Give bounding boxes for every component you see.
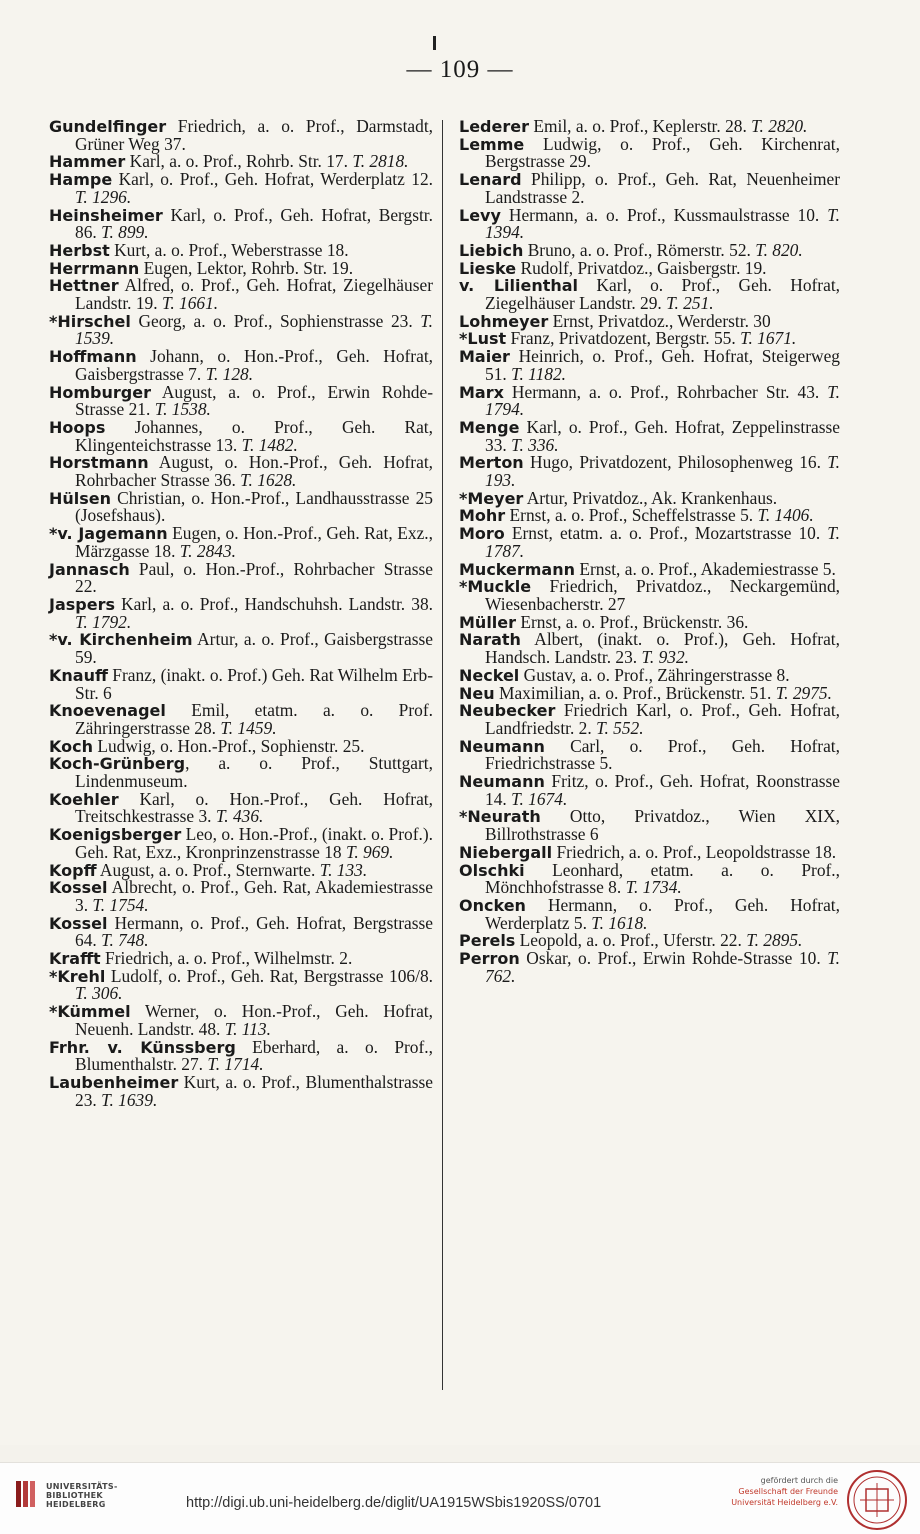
entry-details: Oskar, o. Prof., Erwin Rohde-Strasse 10. — [519, 948, 828, 969]
directory-entry — [459, 578, 840, 613]
entry-telephone: T. 1674. — [511, 788, 568, 809]
entry-telephone: T. 2820. — [751, 116, 808, 136]
entry-details: Kurt, a. o. Prof., Blumenthalstrasse 23. — [75, 1071, 433, 1110]
entry-details: Werner, o. Hon.-Prof., Geh. Hofrat, Neuenh. Landstr. 48. — [75, 1001, 433, 1039]
entry-name: Gundelfinger — [49, 117, 167, 136]
directory-entry — [49, 879, 433, 914]
entry-details: Ernst, a. o. Prof., Akademiestrasse 5. — [575, 558, 836, 579]
library-name: UNIVERSITÄTS- BIBLIOTHEK HEIDELBERG — [46, 1482, 118, 1509]
entry-details: Fritz, o. Prof., Geh. Hofrat, Roonstrasse 14. — [485, 771, 840, 809]
directory-entry — [459, 525, 840, 560]
entry-details: Ernst, etatm. a. o. Prof., Mozartstrasse 10. — [504, 523, 828, 544]
entry-name: Kossel — [49, 878, 108, 898]
entry-details: Bruno, a. o. Prof., Römerstr. 52. — [523, 239, 756, 260]
entry-telephone: T. 1618. — [591, 912, 648, 933]
entry-details: Ernst, Privatdoz., Werderstr. 30 — [548, 310, 771, 331]
directory-entry — [459, 631, 840, 666]
entry-name: Neckel — [459, 665, 520, 685]
entry-name: Kopff — [49, 860, 97, 880]
entry-details: Friedrich, a. o. Prof., Wilhelmstr. 2. — [100, 948, 353, 969]
entry-name: *Muckle — [459, 577, 532, 597]
entry-name: Lenard — [459, 170, 522, 190]
entry-details: Paul, o. Hon.-Prof., Rohrbacher Strasse 22. — [75, 558, 433, 597]
entry-details: Maximilian, a. o. Prof., Brückenstr. 51. — [494, 682, 776, 703]
entry-details: Artur, Privatdoz., Ak. Krankenhaus. — [523, 487, 778, 508]
entry-telephone: T. 251. — [666, 293, 714, 314]
entry-telephone: T. 2818. — [352, 151, 409, 172]
entry-details: Leo, o. Hon.-Prof., (inakt. o. Prof.). Geh. Rat, Exz., Kronprinzenstrasse 18 — [75, 824, 433, 862]
entry-details: Alfred, o. Prof., Geh. Hofrat, Ziegelhäuser Landstr. 19. — [75, 275, 433, 314]
directory-entry — [49, 702, 433, 737]
entry-telephone: T. 306. — [75, 983, 123, 1004]
entry-name: Levy — [459, 205, 501, 225]
directory-entry — [459, 204, 840, 243]
entry-name: Koch — [49, 736, 93, 756]
entry-name: Jannasch — [49, 559, 130, 579]
entry-details: Karl, o. Hon.-Prof., Geh. Hofrat, Treitschkestrasse 3. — [75, 788, 433, 827]
directory-entry — [49, 826, 433, 861]
entry-name: Neubecker — [459, 701, 556, 721]
entry-name: *Neurath — [459, 807, 541, 827]
directory-entry — [49, 965, 433, 1004]
entry-details: August, o. Hon.-Prof., Geh. Hofrat, Rohrbacher Strasse 36. — [75, 452, 433, 491]
entry-details: Rudolf, Privatdoz., Gaisbergstr. 19. — [516, 257, 767, 278]
entry-telephone: T. 1406. — [757, 505, 814, 526]
entry-name: Marx — [459, 382, 504, 402]
entry-name: Narath — [459, 630, 521, 650]
directory-entry — [49, 755, 433, 790]
library-logo-icon — [14, 1479, 38, 1509]
right-column — [459, 118, 840, 985]
directory-entry — [49, 631, 433, 666]
entry-name: Neumann — [459, 772, 545, 792]
entry-telephone: T. 1394. — [485, 204, 840, 243]
entry-name: *Meyer — [459, 488, 524, 508]
entry-telephone: T. 2895. — [746, 930, 803, 951]
directory-entry — [49, 788, 433, 827]
page-number: — 109 — — [406, 56, 514, 83]
entry-name: *Kümmel — [49, 1002, 131, 1022]
directory-entry — [49, 525, 433, 560]
entry-name: Heinsheimer — [49, 205, 163, 225]
directory-entry — [459, 735, 840, 774]
entry-details: Hugo, Privatdozent, Philosophenweg 16. — [523, 452, 828, 473]
directory-entry — [49, 310, 433, 349]
directory-entry — [459, 348, 840, 383]
entry-name: Hoops — [49, 417, 106, 437]
entry-name: Krafft — [49, 949, 101, 969]
entry-details: Johannes, o. Prof., Geh. Rat, Klingenteichstrasse 13. — [75, 416, 433, 455]
entry-telephone: T. 2975. — [775, 682, 832, 703]
entry-details: Friedrich, a. o. Prof., Darmstadt, Grüner Weg 37. — [75, 116, 433, 154]
directory-entry — [49, 1036, 433, 1075]
entry-telephone: T. 336. — [511, 434, 559, 455]
entry-telephone: T. 2843. — [179, 540, 237, 561]
entry-name: Muckermann — [459, 559, 575, 579]
entry-telephone: T. 1671. — [740, 328, 797, 349]
directory-entry — [459, 894, 840, 933]
entry-name: Frhr. v. Künssberg — [49, 1037, 236, 1057]
directory-entry — [49, 912, 433, 951]
entry-name: Lederer — [459, 117, 529, 136]
entry-telephone: T. 899. — [101, 222, 149, 243]
entry-name: *Krehl — [49, 966, 106, 986]
entry-name: Horstmann — [49, 453, 149, 473]
entry-name: *v. Jagemann — [49, 524, 168, 544]
directory-entry — [49, 593, 433, 632]
entry-telephone: T. 436. — [215, 806, 264, 827]
entry-telephone: T. 1794. — [485, 381, 840, 420]
entry-name: Koch-Grünberg — [49, 754, 186, 774]
entry-name: Knauff — [49, 665, 108, 685]
entry-telephone: T. 1459. — [220, 717, 277, 738]
entry-telephone: T. 1639. — [101, 1089, 158, 1110]
column-divider — [442, 120, 443, 1390]
entry-name: Perron — [459, 949, 520, 969]
entry-details: Kurt, a. o. Prof., Weberstrasse 18. — [109, 239, 349, 260]
entry-name: Hülsen — [49, 488, 112, 508]
entry-name: Knoevenagel — [49, 701, 166, 721]
entry-details: Emil, etatm. a. o. Prof. Zähringerstrasse 28. — [75, 700, 433, 738]
directory-entry — [49, 1071, 433, 1110]
directory-entry — [459, 133, 840, 172]
entry-details: Emil, a. o. Prof., Keplerstr. 28. — [528, 116, 752, 136]
entry-telephone: T. 1787. — [485, 523, 840, 561]
entry-details: Hermann, a. o. Prof., Rohrbacher Str. 43. — [503, 381, 828, 402]
directory-entry — [49, 558, 433, 597]
sponsor-text: gefördert durch die Gesellschaft der Freunde Universität Heidelberg e.V. — [731, 1476, 838, 1507]
entry-name: Merton — [459, 453, 524, 473]
entry-details: Hermann, o. Prof., Geh. Hofrat, Bergstrasse 64. — [75, 912, 433, 951]
entry-telephone: T. 1661. — [161, 293, 219, 314]
entry-details: Eberhard, a. o. Prof., Blumenthalstr. 27. — [75, 1036, 433, 1075]
entry-name: Lieske — [459, 258, 517, 278]
entry-details: Franz, Privatdozent, Bergstr. 55. — [506, 328, 741, 349]
entry-details: Otto, Privatdoz., Wien XIX, Billrothstrasse 6 — [485, 806, 840, 845]
entry-details: Albrecht, o. Prof., Geh. Rat, Akademiestrasse 3. — [75, 877, 433, 915]
entry-details: Eugen, Lektor, Rohrb. Str. 19. — [139, 257, 354, 278]
entry-name: Koehler — [49, 789, 119, 809]
entry-telephone: T. 820. — [755, 239, 803, 260]
entry-details: Hermann, a. o. Prof., Kussmaulstrasse 10. — [500, 204, 828, 225]
entry-name: Müller — [459, 612, 517, 632]
entry-telephone: T. 748. — [101, 930, 149, 951]
entry-details: Leopold, a. o. Prof., Uferstr. 22. — [515, 930, 747, 951]
entry-name: Olschki — [459, 860, 525, 880]
directory-entry — [49, 1003, 433, 1038]
entry-details: Karl, o. Prof., Geh. Hofrat, Werderplatz 12. — [112, 169, 433, 190]
entry-name: Herbst — [49, 240, 110, 260]
entry-telephone: T. 1539. — [75, 310, 433, 349]
entry-telephone: T. 193. — [485, 452, 840, 491]
entry-details: Georg, a. o. Prof., Sophienstrasse 23. — [130, 310, 421, 331]
footer-bar — [0, 1462, 920, 1534]
entry-name: Perels — [459, 931, 516, 951]
entry-telephone: T. 552. — [596, 717, 644, 738]
entry-name: Oncken — [459, 895, 526, 915]
entry-details: Karl, o. Prof., Geh. Hofrat, Bergstr. 86. — [75, 204, 433, 243]
directory-entry — [49, 416, 433, 455]
entry-details: Friedrich Karl, o. Prof., Geh. Hofrat, Landfriedstr. 2. — [485, 700, 840, 738]
entry-telephone: T. 1754. — [92, 894, 149, 915]
entry-details: Karl, a. o. Prof., Rohrb. Str. 17. — [125, 151, 353, 172]
entry-name: Niebergall — [459, 842, 553, 862]
entry-name: Menge — [459, 417, 520, 437]
entry-name: Koenigsberger — [49, 825, 182, 845]
entry-details: Philipp, o. Prof., Geh. Rat, Neuenheimer Landstrasse 2. — [485, 169, 840, 207]
directory-entry — [49, 454, 433, 489]
directory-entry — [459, 416, 840, 455]
entry-details: Ernst, a. o. Prof., Brückenstr. 36. — [516, 611, 749, 632]
university-seal-icon — [846, 1469, 908, 1531]
entry-details: Ludwig, o. Hon.-Prof., Sophienstr. 25. — [92, 735, 365, 756]
entry-details: Hermann, o. Prof., Geh. Hofrat, Werderplatz 5. — [485, 894, 840, 933]
entry-name: Jaspers — [49, 594, 115, 614]
directory-entry — [49, 204, 433, 243]
entry-telephone: T. 1628. — [240, 470, 297, 491]
entry-name: Moro — [459, 524, 505, 544]
entry-name: Mohr — [459, 506, 506, 526]
entry-details: Karl, o. Prof., Geh. Hofrat, Ziegelhäuser Landstr. 29. — [485, 275, 840, 314]
entry-name: Lohmeyer — [459, 311, 549, 331]
entry-telephone: T. 969. — [345, 841, 394, 862]
directory-entry — [459, 381, 840, 420]
entry-details: Johann, o. Hon.-Prof., Geh. Hofrat, Gaisbergstrasse 7. — [75, 346, 433, 384]
entry-name: Hettner — [49, 276, 119, 296]
entry-name: Hoffmann — [49, 347, 137, 367]
entry-telephone: T. 128. — [205, 363, 254, 384]
entry-telephone: T. 1714. — [207, 1054, 264, 1075]
entry-name: Neumann — [459, 736, 545, 756]
directory-entry — [459, 454, 840, 489]
directory-entry — [459, 277, 840, 312]
entry-details: Ernst, a. o. Prof., Scheffelstrasse 5. — [505, 505, 758, 526]
entry-details: August, a. o. Prof., Erwin Rohde-Strasse 21. — [75, 381, 433, 420]
entry-name: Herrmann — [49, 258, 140, 278]
entry-name: Homburger — [49, 382, 151, 402]
directory-entry — [459, 171, 840, 206]
entry-details: Friedrich, Privatdoz., Neckargemünd, Wiesenbacherstr. 27 — [485, 576, 840, 614]
entry-telephone: T. 113. — [224, 1018, 271, 1039]
entry-name: Lemme — [459, 134, 525, 154]
entry-name: Maier — [459, 347, 510, 367]
top-mark — [433, 36, 436, 50]
entry-details: Albert, (inakt. o. Prof.), Geh. Hofrat, Handsch. Landstr. 23. — [485, 629, 840, 668]
entry-details: Ludwig, o. Prof., Geh. Kirchenrat, Bergstrasse 29. — [485, 133, 840, 172]
directory-entry — [459, 859, 840, 898]
directory-entry — [49, 487, 433, 526]
entry-name: Kossel — [49, 913, 108, 933]
entry-details: Eugen, o. Hon.-Prof., Geh. Rat, Exz., Märzgasse 18. — [75, 523, 433, 561]
entry-details: Friedrich, a. o. Prof., Leopoldstrasse 18. — [552, 841, 837, 862]
directory-entry — [49, 171, 433, 206]
entry-details: Artur, a. o. Prof., Gaisbergstrasse 59. — [75, 629, 433, 668]
entry-details: Carl, o. Prof., Geh. Hofrat, Friedrichstrasse 5. — [485, 735, 840, 774]
entry-details: Heinrich, o. Prof., Geh. Hofrat, Steigerweg 51. — [485, 346, 840, 384]
entry-details: , a. o. Prof., Stuttgart, Lindenmuseum. — [75, 753, 433, 792]
entry-telephone: T. 1482. — [241, 434, 298, 455]
directory-entry — [49, 381, 433, 420]
entry-name: Laubenheimer — [49, 1072, 179, 1092]
entry-telephone: T. 1538. — [154, 399, 211, 420]
entry-details: Christian, o. Hon.-Prof., Landhausstrasse 25 (Josefshaus). — [75, 487, 433, 526]
entry-details: Karl, a. o. Prof., Handschuhsh. Landstr. 38. — [115, 593, 433, 614]
entry-details: Franz, (inakt. o. Prof.) Geh. Rat Wilhelm Erb-Str. 6 — [75, 664, 433, 703]
entry-telephone: T. 1734. — [625, 877, 682, 898]
document-url[interactable]: http://digi.ub.uni-heidelberg.de/diglit/UA1915WSbis1920SS/0701 — [186, 1495, 602, 1511]
entry-name: *v. Kirchenheim — [49, 630, 193, 650]
entry-details: Karl, o. Prof., Geh. Hofrat, Zeppelinstrasse 33. — [485, 416, 840, 455]
directory-entry — [459, 773, 840, 808]
entry-details: Ludolf, o. Prof., Geh. Rat, Bergstrasse 106/8. — [105, 965, 433, 986]
entry-name: Hampe — [49, 170, 113, 190]
entry-name: Liebich — [459, 240, 524, 260]
entry-details: Gustav, a. o. Prof., Zähringerstrasse 8. — [519, 664, 790, 685]
directory-entry — [459, 702, 840, 737]
entry-telephone: T. 133. — [319, 859, 368, 880]
entry-name: Neu — [459, 683, 495, 703]
directory-entry — [459, 950, 840, 985]
left-column — [49, 118, 433, 1109]
entry-telephone: T. 762. — [485, 948, 840, 986]
entry-name: v. Lilienthal — [459, 276, 579, 296]
entry-name: *Lust — [459, 329, 507, 349]
entry-telephone: T. 1296. — [75, 186, 132, 207]
directory-entry — [49, 277, 433, 312]
entry-telephone: T. 932. — [641, 647, 690, 668]
directory-entry — [459, 808, 840, 843]
directory-entry — [49, 664, 433, 703]
entry-telephone: T. 1182. — [511, 363, 567, 384]
entry-telephone: T. 1792. — [75, 611, 132, 632]
entry-details: Leonhard, etatm. a. o. Prof., Mönchhofstrasse 8. — [485, 859, 840, 898]
entry-name: *Hirschel — [49, 311, 131, 331]
entry-details: August, a. o. Prof., Sternwarte. — [96, 859, 320, 880]
directory-entry — [49, 348, 433, 383]
directory-entry — [49, 118, 433, 153]
entry-name: Hammer — [49, 152, 126, 172]
